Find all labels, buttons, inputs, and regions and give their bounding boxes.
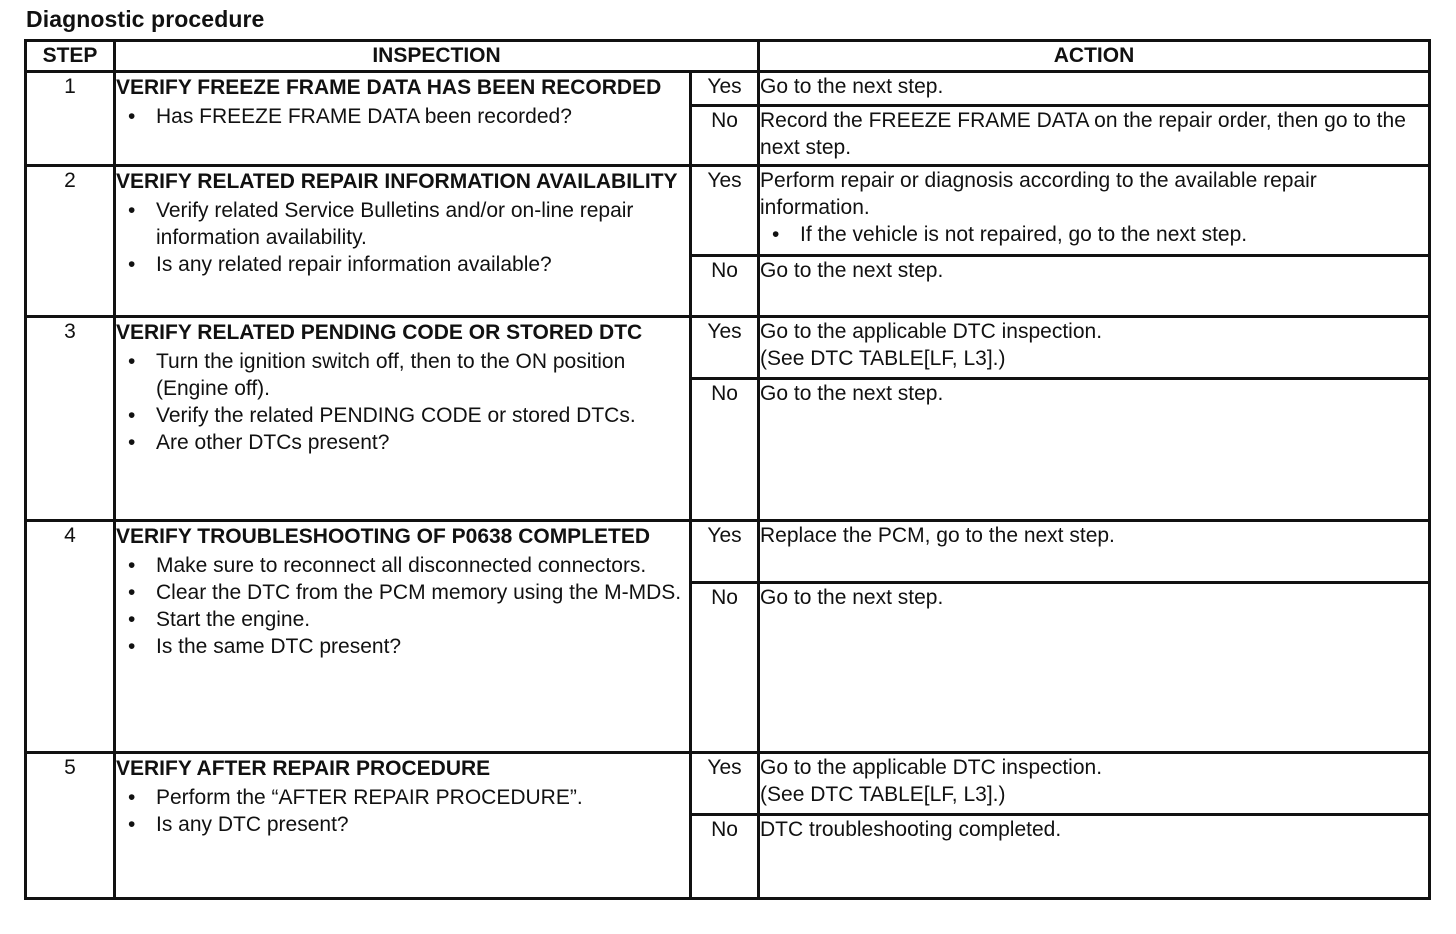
inspection-bullets: [116, 784, 689, 838]
step-number: 5: [26, 753, 115, 899]
step-number: 1: [26, 72, 115, 166]
inspection-title: VERIFY TROUBLESHOOTING OF P0638 COMPLETED: [116, 525, 651, 548]
action-text: Go to the applicable DTC inspection.: [760, 756, 1103, 779]
action-text: Perform repair or diagnosis according to the available repair information.: [760, 169, 1317, 219]
action-bullet: • If the vehicle is not repaired, go to the next step.: [760, 221, 1428, 248]
action-reference: (See DTC TABLE[LF, L3].): [760, 783, 1006, 806]
step-number: 2: [26, 166, 115, 317]
step-1-yes-row: [26, 72, 1430, 106]
step-4-yes-row: [26, 521, 1430, 583]
header-inspection: INSPECTION: [115, 41, 759, 72]
yes-label: Yes: [691, 72, 759, 106]
no-action: [759, 379, 1430, 521]
action-text: Go to the next step.: [760, 75, 944, 98]
action-text: Go to the next step.: [760, 382, 944, 405]
inspection-title: VERIFY FREEZE FRAME DATA HAS BEEN RECORDED: [116, 76, 662, 99]
inspection-title: VERIFY RELATED REPAIR INFORMATION AVAILABILITY: [116, 170, 678, 193]
inspection-bullet: • Clear the DTC from the PCM memory using the M-MDS.: [116, 579, 689, 606]
inspection-bullet: • Start the engine.: [116, 606, 689, 633]
no-label: No: [691, 583, 759, 753]
inspection-bullets: [116, 197, 689, 278]
inspection-bullet: • Make sure to reconnect all disconnected connectors.: [116, 552, 689, 579]
header-step: STEP: [26, 41, 115, 72]
yes-action: [759, 317, 1430, 379]
inspection-cell: [115, 72, 691, 166]
step-5-yes-row: [26, 753, 1430, 815]
yes-label: Yes: [691, 317, 759, 379]
action-reference: (See DTC TABLE[LF, L3].): [760, 347, 1006, 370]
inspection-bullet: • Are other DTCs present?: [116, 429, 689, 456]
inspection-cell: [115, 317, 691, 521]
inspection-bullets: [116, 348, 689, 456]
yes-action: [759, 166, 1430, 256]
yes-label: Yes: [691, 753, 759, 815]
table-header-row: [26, 41, 1430, 72]
no-label: No: [691, 256, 759, 317]
no-label: No: [691, 379, 759, 521]
inspection-bullet: • Verify related Service Bulletins and/or on-line repair information availability.: [116, 197, 689, 251]
step-number: 3: [26, 317, 115, 521]
action-text: Replace the PCM, go to the next step.: [760, 524, 1115, 547]
action-text: Go to the applicable DTC inspection.: [760, 320, 1103, 343]
yes-action: [759, 521, 1430, 583]
inspection-bullets: [116, 552, 689, 660]
no-action: [759, 106, 1430, 166]
action-text: Record the FREEZE FRAME DATA on the repair order, then go to the next step.: [760, 109, 1406, 159]
action-text: Go to the next step.: [760, 586, 944, 609]
inspection-bullet: • Is any DTC present?: [116, 811, 689, 838]
inspection-bullet: • Perform the “AFTER REPAIR PROCEDURE”.: [116, 784, 689, 811]
yes-action: [759, 72, 1430, 106]
action-text: Go to the next step.: [760, 259, 944, 282]
inspection-cell: [115, 166, 691, 317]
inspection-cell: [115, 753, 691, 899]
inspection-bullet: • Verify the related PENDING CODE or stored DTCs.: [116, 402, 689, 429]
diagnostic-procedure-table: [24, 39, 1431, 900]
yes-action: [759, 753, 1430, 815]
inspection-cell: [115, 521, 691, 753]
no-action: [759, 256, 1430, 317]
inspection-bullets: [116, 103, 689, 130]
inspection-bullet: • Is the same DTC present?: [116, 633, 689, 660]
step-3-yes-row: [26, 317, 1430, 379]
no-action: [759, 815, 1430, 899]
no-action: [759, 583, 1430, 753]
no-label: No: [691, 815, 759, 899]
header-action: ACTION: [759, 41, 1430, 72]
inspection-title: VERIFY AFTER REPAIR PROCEDURE: [116, 757, 491, 780]
page-title: Diagnostic procedure: [26, 6, 265, 32]
action-bullets: [760, 221, 1428, 248]
step-2-yes-row: [26, 166, 1430, 256]
inspection-bullet: • Turn the ignition switch off, then to the ON position (Engine off).: [116, 348, 689, 402]
yes-label: Yes: [691, 166, 759, 256]
no-label: No: [691, 106, 759, 166]
step-number: 4: [26, 521, 115, 753]
inspection-bullet: • Is any related repair information available?: [116, 251, 689, 278]
inspection-title: VERIFY RELATED PENDING CODE OR STORED DTC: [116, 321, 643, 344]
inspection-bullet: • Has FREEZE FRAME DATA been recorded?: [116, 103, 689, 130]
yes-label: Yes: [691, 521, 759, 583]
action-text: DTC troubleshooting completed.: [760, 818, 1062, 841]
